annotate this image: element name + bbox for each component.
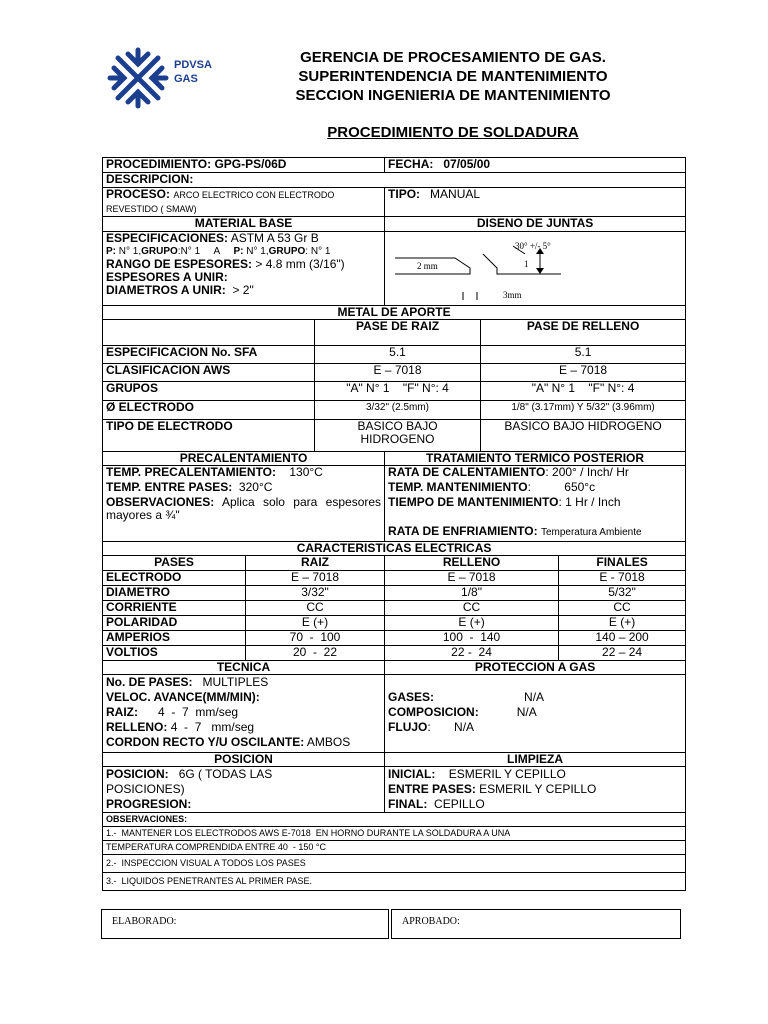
elaborado-label: ELABORADO:: [112, 916, 177, 927]
metal-aporte-title: METAL DE APORTE: [103, 306, 686, 320]
metal-row-label: Ø ELECTRODO: [103, 401, 315, 420]
joint-diagram-cell: [385, 232, 686, 306]
precalentamiento-cell: [103, 466, 385, 542]
elec-row-label: AMPERIOS: [103, 631, 246, 646]
elec-header: PASES: [103, 556, 246, 571]
elec-cell: 20 - 22: [246, 646, 385, 661]
metal-row-relleno: 5.1: [481, 346, 686, 364]
observacion-item: 2.- INSPECCION VISUAL A TODOS LOS PASES: [103, 855, 686, 873]
spec-value: ASTM A 53 Gr B: [230, 231, 319, 245]
elec-row-label: CORRIENTE: [103, 601, 246, 616]
material-base-title: MATERIAL BASE: [103, 217, 385, 232]
joint-angle: 30° +/- 5°: [515, 241, 551, 251]
elec-cell: CC: [246, 601, 385, 616]
metal-row-raiz: 3/32" (2.5mm): [315, 401, 481, 420]
posicion-cell: [103, 767, 385, 813]
elec-cell: 70 - 100: [246, 631, 385, 646]
aprobado-box: [391, 909, 681, 939]
obs-precal-label: OBSERVACIONES:: [106, 495, 215, 509]
elec-header: RELLENO: [385, 556, 559, 571]
temp-mant-label: TEMP. MANTENIMIENTO: [388, 480, 528, 494]
flujo-label: FLUJO: [388, 720, 428, 734]
metal-row-raiz: "A" N° 1 "F" N°: 4: [315, 382, 481, 401]
joint-diagram: [385, 232, 677, 302]
entre-label: ENTRE PASES:: [388, 782, 476, 796]
tipo-value: MANUAL: [430, 187, 481, 201]
elec-row-label: POLARIDAD: [103, 616, 246, 631]
temp-pases-label: TEMP. ENTRE PASES:: [106, 480, 233, 494]
metal-row-raiz: BASICO BAJO HIDROGENO: [315, 420, 481, 452]
header-line1: GERENCIA DE PROCESAMIENTO DE GAS.: [300, 49, 606, 66]
header-line2: SUPERINTENDENCIA DE MANTENIMIENTO: [298, 68, 608, 85]
rango-label: RANGO DE ESPESORES:: [106, 257, 253, 271]
final-label: FINAL:: [388, 797, 428, 811]
header-line3: SECCION INGENIERIA DE MANTENIMIENTO: [295, 87, 611, 104]
elec-row-label: DIAMETRO: [103, 586, 246, 601]
logo-line2: GAS: [174, 73, 198, 85]
proceso-cell: [103, 188, 385, 217]
proceso-value: ARCO ELECTRICO CON ELECTRODO REVESTIDO ( SMAW): [106, 190, 335, 214]
caracteristicas-title: CARACTERISTICAS ELECTRICAS: [103, 542, 686, 556]
temp-mant-value: : 650°c: [527, 480, 596, 494]
tiempo-mant-value: : 1 Hr / Inch: [558, 495, 621, 509]
metal-header-blank: [103, 320, 315, 346]
temp-precal-label: TEMP. PRECALENTAMIENTO:: [106, 465, 277, 479]
elec-cell: E – 7018: [246, 571, 385, 586]
posicion-value: 6G ( TODAS LAS POSICIONES): [106, 767, 273, 796]
obs-precal-value: Aplica solo para espesores mayores a ¾": [106, 495, 382, 522]
observacion-item: 3.- LIQUIDOS PENETRANTES AL PRIMER PASE.: [103, 873, 686, 891]
observacion-item: 1.- MANTENER LOS ELECTRODOS AWS E-7018 EN HORNO DURANTE LA SOLDADURA A UNA: [103, 827, 686, 841]
elec-cell: 5/32": [559, 586, 686, 601]
joint-land: 1: [524, 259, 529, 269]
metal-row-label: ESPECIFICACION No. SFA: [103, 346, 315, 364]
espesores-label: ESPESORES A UNIR:: [106, 270, 228, 284]
raiz-value: 4 - 7 mm/seg: [158, 705, 239, 719]
elec-header: RAIZ: [246, 556, 385, 571]
gases-value: N/A: [524, 690, 545, 704]
elec-cell: 22 – 24: [559, 646, 686, 661]
elec-cell: 3/32": [246, 586, 385, 601]
elec-cell: 100 - 140: [385, 631, 559, 646]
elec-cell: E - 7018: [559, 571, 686, 586]
doc-title: PROCEDIMIENTO DE SOLDADURA: [327, 124, 579, 141]
fecha-cell: [385, 158, 686, 173]
elec-row-label: VOLTIOS: [103, 646, 246, 661]
progresion-label: PROGRESION:: [106, 797, 192, 811]
posicion-label: POSICION:: [106, 767, 169, 781]
diseno-juntas-title: DISENO DE JUNTAS: [385, 217, 686, 232]
elaborado-box: [101, 909, 389, 939]
metal-row-relleno: 1/8" (3.17mm) Y 5/32" (3.96mm): [481, 401, 686, 420]
elec-cell: E (+): [246, 616, 385, 631]
metal-row-label: GRUPOS: [103, 382, 315, 401]
tecnica-cell: [103, 675, 385, 753]
logo-line1: PDVSA: [174, 59, 212, 71]
inicial-value: ESMERIL Y CEPILLO: [448, 767, 566, 781]
joint-root: 3mm: [503, 290, 522, 300]
elec-cell: E – 7018: [385, 571, 559, 586]
proteccion-gas-title: PROTECCION A GAS: [385, 661, 686, 675]
spec-label: ESPECIFICACIONES:: [106, 231, 229, 245]
npases-label: No. DE PASES:: [106, 675, 193, 689]
posicion-title: POSICION: [103, 753, 385, 767]
flujo-value: : N/A: [427, 720, 475, 734]
veloc-label: VELOC. AVANCE(MM/MIN):: [106, 690, 260, 704]
gases-label: GASES:: [388, 690, 435, 704]
metal-row-relleno: BASICO BAJO HIDROGENO: [481, 420, 686, 452]
joint-gap: 2 mm: [417, 261, 438, 271]
rango-value: > 4.8 mm (3/16"): [255, 257, 345, 271]
relleno-label: RELLENO:: [106, 720, 168, 734]
descripcion-cell: DESCRIPCION:: [103, 173, 686, 188]
gas-cell: [385, 675, 686, 753]
proceso-label: PROCESO:: [106, 187, 171, 201]
inicial-label: INICIAL:: [388, 767, 436, 781]
metal-row-raiz: E – 7018: [315, 364, 481, 382]
procedure-table: [102, 157, 686, 891]
aprobado-label: APROBADO:: [402, 916, 460, 927]
material-base-cell: ESPECIFICACIONES: ASTM A 53 Gr B P: N° 1,GRUPO:N° 1 A P: N° 1,GRUPO: N° 1 RANGO DE ESPESORES: > 4.8 mm (3/16") ESPESORES A UNIR: DIAMETROS A UNIR: > 2": [103, 232, 385, 306]
precalentamiento-title: PRECALENTAMIENTO: [103, 452, 385, 466]
elec-cell: E (+): [385, 616, 559, 631]
limpieza-cell: [385, 767, 686, 813]
rata-enfr-value: Temperatura Ambiente: [540, 527, 642, 538]
metal-row-relleno: E – 7018: [481, 364, 686, 382]
npases-value: MULTIPLES: [202, 675, 269, 689]
elec-cell: 22 - 24: [385, 646, 559, 661]
entre-value: ESMERIL Y CEPILLO: [479, 782, 597, 796]
tiempo-mant-label: TIEMPO DE MANTENIMIENTO: [388, 495, 559, 509]
elec-cell: CC: [385, 601, 559, 616]
limpieza-title: LIMPIEZA: [385, 753, 686, 767]
tipo-cell: [385, 188, 686, 217]
col-pase-relleno: PASE DE RELLENO: [481, 320, 686, 346]
observaciones-title: OBSERVACIONES:: [103, 813, 686, 827]
metal-row-relleno: "A" N° 1 "F" N°: 4: [481, 382, 686, 401]
elec-cell: CC: [559, 601, 686, 616]
temp-pases-value: 320°C: [238, 480, 273, 494]
final-value: CEPILLO: [434, 797, 485, 811]
elec-header: FINALES: [559, 556, 686, 571]
rata-cal-label: RATA DE CALENTAMIENTO: [388, 465, 546, 479]
elec-cell: E (+): [559, 616, 686, 631]
temp-precal-value: 130°C: [289, 465, 323, 479]
tratamiento-cell: [385, 466, 686, 542]
tecnica-title: TECNICA: [103, 661, 385, 675]
raiz-label: RAIZ:: [106, 705, 138, 719]
diametros-label: DIAMETROS A UNIR:: [106, 283, 226, 297]
pdvsa-logo-icon: [106, 46, 170, 110]
tipo-label: TIPO:: [388, 187, 421, 201]
elec-cell: 140 – 200: [559, 631, 686, 646]
col-pase-raiz: PASE DE RAIZ: [315, 320, 481, 346]
composicion-label: COMPOSICION:: [388, 705, 479, 719]
relleno-value: 4 - 7 mm/seg: [170, 720, 255, 734]
elec-row-label: ELECTRODO: [103, 571, 246, 586]
rata-enfr-label: RATA DE ENFRIAMIENTO:: [388, 524, 538, 538]
cordon-label: CORDON RECTO Y/U OSCILANTE:: [106, 735, 305, 749]
tratamiento-title: TRATAMIENTO TERMICO POSTERIOR: [385, 452, 686, 466]
rata-cal-value: : 200° / Inch/ Hr: [545, 465, 629, 479]
diametros-value: > 2": [232, 283, 254, 297]
procedimiento-cell: PROCEDIMIENTO: GPG-PS/06D: [103, 158, 385, 173]
metal-row-label: TIPO DE ELECTRODO: [103, 420, 315, 452]
fecha-value: 07/05/00: [443, 157, 491, 171]
composicion-value: N/A: [516, 705, 537, 719]
fecha-label: FECHA:: [388, 157, 434, 171]
metal-row-raiz: 5.1: [315, 346, 481, 364]
elec-cell: 1/8": [385, 586, 559, 601]
metal-row-label: CLASIFICACION AWS: [103, 364, 315, 382]
cordon-value: AMBOS: [306, 735, 351, 749]
observacion-item: TEMPERATURA COMPRENDIDA ENTRE 40 - 150 °C: [103, 841, 686, 855]
